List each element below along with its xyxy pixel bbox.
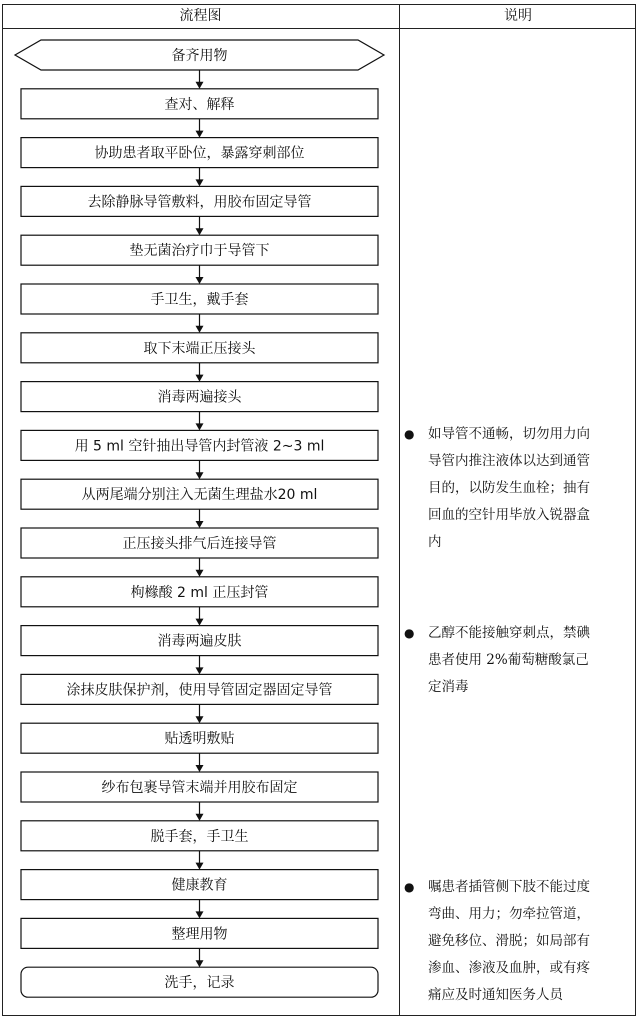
step-label: 用 5 ml 空针抽出导管内封管液 2~3 ml	[74, 438, 325, 455]
arrowhead-icon	[196, 619, 204, 626]
arrowhead-icon	[196, 472, 204, 479]
arrowhead-icon	[196, 765, 204, 772]
step-label: 涂抹皮肤保护剂，使用导管固定器固定导管	[66, 682, 333, 699]
note-line: 弯曲、用力；勿牵拉管道，	[428, 906, 590, 922]
note-line: 痛应及时通知医务人员	[428, 987, 563, 1003]
bullet-icon: ●	[404, 626, 415, 640]
arrowhead-icon	[196, 960, 204, 967]
step-label: 去除静脉导管敷料，用胶布固定导管	[87, 194, 312, 211]
arrowhead-icon	[196, 423, 204, 430]
step-label: 正压接头排气后连接导管	[122, 536, 277, 552]
note-line: 导管内推注液体以达到通管	[428, 453, 590, 469]
arrowhead-icon	[196, 228, 204, 235]
note-line: 回血的空针用毕放入锐器盒	[428, 507, 590, 523]
flow-column-header: 流程图	[179, 8, 222, 24]
step-label: 从两尾端分别注入无菌生理盐水20 ml	[81, 487, 318, 504]
arrowhead-icon	[196, 326, 204, 333]
step-label: 协助患者取平卧位，暴露穿刺部位	[94, 145, 305, 162]
arrowhead-icon	[196, 570, 204, 577]
arrowhead-icon	[196, 82, 204, 89]
arrowhead-icon	[196, 375, 204, 382]
note-line: 如导管不通畅，切勿用力向	[428, 426, 590, 442]
step-label: 纱布包裹导管末端并用胶布固定	[101, 780, 298, 796]
notes-column-header: 说明	[504, 8, 532, 24]
arrowhead-icon	[196, 521, 204, 528]
step-label: 洗手，记录	[164, 975, 235, 992]
note-line: 渗血、渗液及血肿，或有疼	[428, 960, 590, 976]
note-item	[404, 421, 630, 556]
step-label: 消毒两遍皮肤	[157, 633, 242, 650]
step-label: 手卫生，戴手套	[150, 292, 249, 308]
step-label: 备齐用物	[171, 48, 228, 64]
step-label: 枸橼酸 2 ml 正压封管	[130, 584, 269, 601]
step-label: 消毒两遍接头	[157, 389, 242, 406]
step-label: 健康教育	[171, 877, 228, 894]
arrowhead-icon	[196, 814, 204, 821]
note-line: 患者使用 2%葡萄糖酸氯己	[428, 652, 589, 668]
arrowhead-icon	[196, 863, 204, 870]
note-item	[404, 874, 630, 1009]
note-item	[404, 620, 630, 701]
note-line: 目的，以防发生血栓；抽有	[428, 480, 590, 496]
bullet-icon: ●	[404, 880, 415, 894]
note-line: 嘱患者插管侧下肢不能过度	[428, 879, 590, 895]
note-line: 定消毒	[428, 679, 469, 695]
step-label: 查对、解释	[164, 96, 235, 113]
step-label: 取下末端正压接头	[143, 340, 256, 357]
step-label: 贴透明敷贴	[164, 731, 235, 748]
arrowhead-icon	[196, 716, 204, 723]
note-line: 避免移位、滑脱；如局部有	[428, 933, 590, 949]
step-label: 垫无菌治疗巾于导管下	[129, 243, 270, 260]
arrowhead-icon	[196, 667, 204, 674]
arrowhead-icon	[196, 131, 204, 138]
note-line: 内	[428, 534, 442, 550]
step-label: 脱手套，手卫生	[150, 828, 249, 845]
arrowhead-icon	[196, 179, 204, 186]
note-line: 乙醇不能接触穿刺点，禁碘	[428, 625, 590, 641]
arrowhead-icon	[196, 911, 204, 918]
bullet-icon: ●	[404, 427, 415, 441]
step-label: 整理用物	[171, 926, 228, 943]
arrowhead-icon	[196, 277, 204, 284]
